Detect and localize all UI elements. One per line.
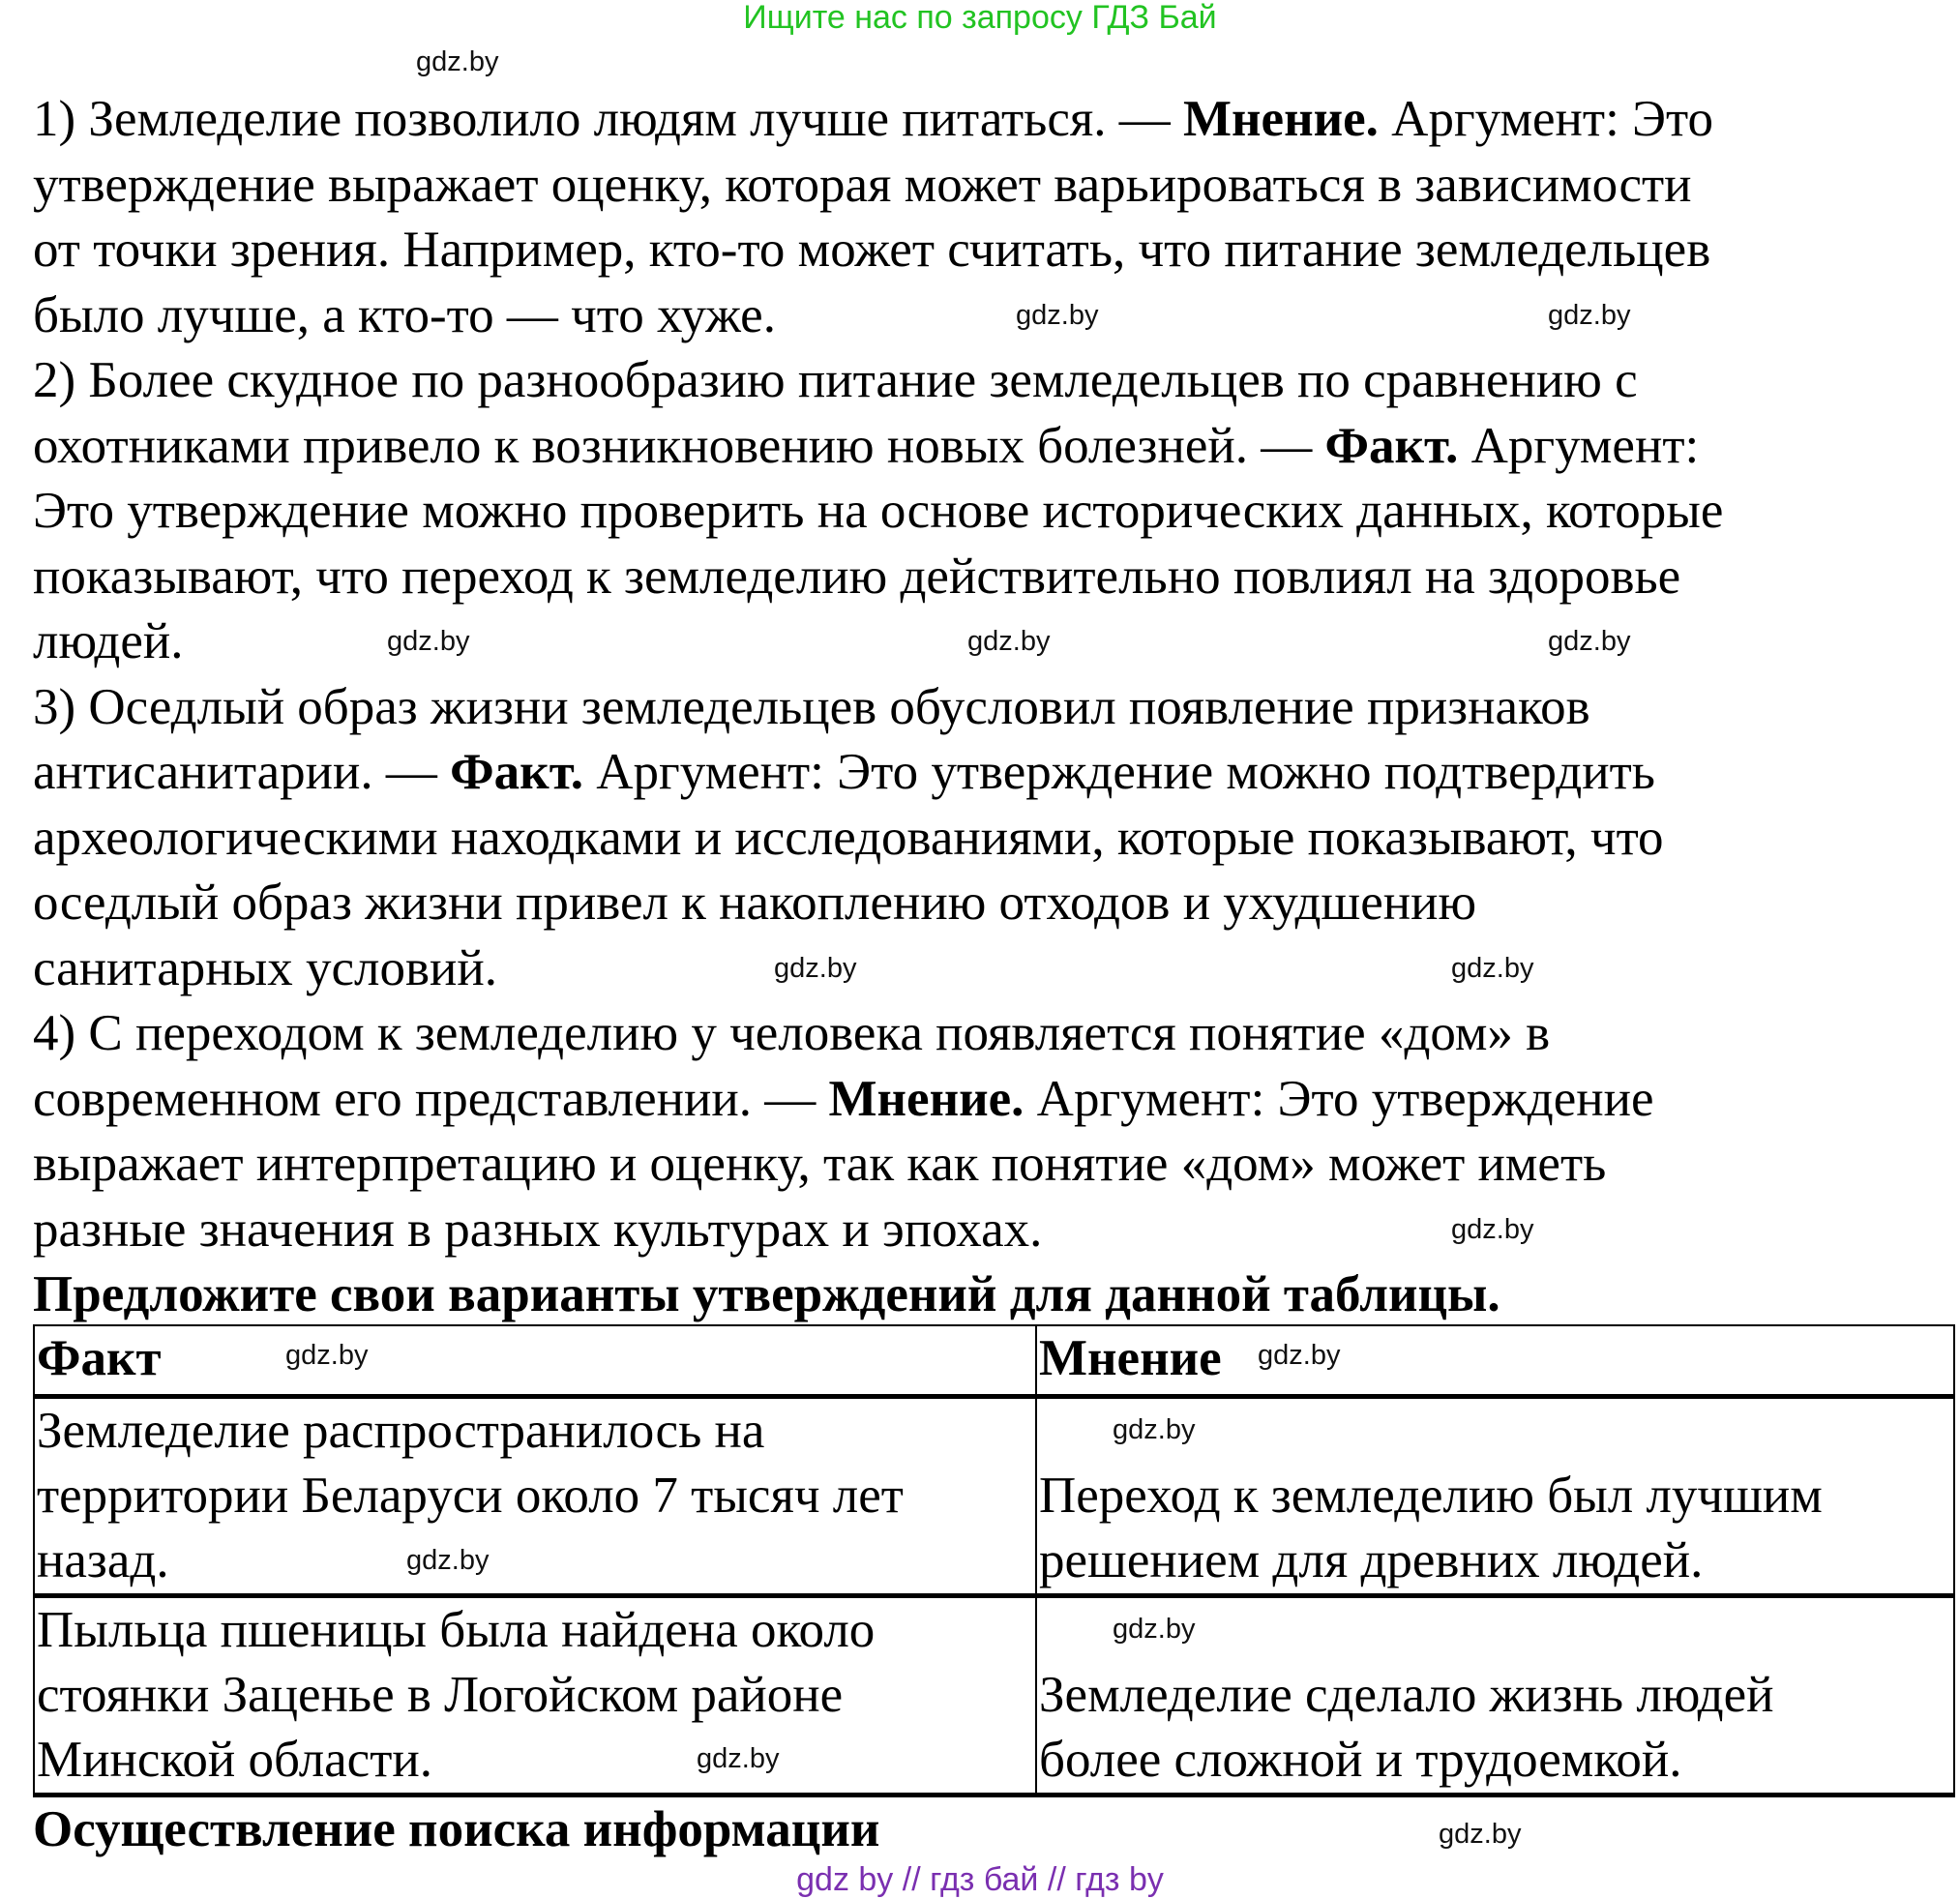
text-line <box>33 1004 1550 1062</box>
watermark-label: gdz.by <box>1451 1214 1534 1245</box>
watermark-label: gdz.by <box>1451 953 1534 984</box>
text-segment: 2) Более скудное по разнообразию питание земледельцев по сравнению с <box>33 352 1638 408</box>
watermark-label: gdz.by <box>1548 626 1631 657</box>
text-segment: 3) Оседлый образ жизни земледельцев обусловил появление признаков <box>33 678 1590 735</box>
text-line <box>33 939 497 997</box>
text-line <box>33 90 1713 148</box>
text-segment: антисанитарии. — <box>33 744 451 800</box>
table-row <box>34 1397 1954 1596</box>
watermark-label: gdz.by <box>285 1340 369 1371</box>
text-segment: Аргумент: <box>1458 417 1700 474</box>
table-row <box>34 1596 1954 1795</box>
footer-links: gdz by // гдз бай // гдз by <box>796 1861 1164 1898</box>
verdict-label: Факт. <box>450 744 584 800</box>
watermark-label: gdz.by <box>406 1545 490 1576</box>
cell-line: территории Беларуси около 7 тысяч лет <box>37 1468 904 1524</box>
search-banner: Ищите нас по запросу ГДЗ Бай <box>743 0 1217 36</box>
watermark-label: gdz.by <box>697 1743 780 1774</box>
text-segment: людей. <box>33 613 184 669</box>
verdict-label: Мнение. <box>828 1070 1025 1127</box>
fact-cell <box>34 1397 1036 1596</box>
cell-line: Земледелие распространилось на <box>37 1403 765 1459</box>
table-heading: Предложите свои варианты утверждений для данной таблицы. <box>33 1266 1500 1322</box>
fact-opinion-table <box>33 1324 1955 1797</box>
text-segment: было лучше, а кто-то — что хуже. <box>33 286 776 343</box>
text-line <box>33 221 1710 279</box>
cell-line: решением для древних людей. <box>1039 1532 1704 1588</box>
watermark-label: gdz.by <box>1258 1340 1341 1371</box>
text-segment: утверждение выражает оценку, которая может варьироваться в зависимости <box>33 156 1692 213</box>
watermark-label: gdz.by <box>1439 1819 1522 1850</box>
cell-line: Переход к земледелию был лучшим <box>1039 1468 1823 1524</box>
verdict-label: Факт. <box>1324 417 1459 474</box>
text-line <box>33 1070 1654 1128</box>
text-line <box>33 1135 1606 1193</box>
text-line <box>33 1201 1042 1259</box>
text-line <box>33 286 776 344</box>
text-line <box>33 156 1692 214</box>
text-segment: оседлый образ жизни привел к накоплению отходов и ухудшению <box>33 875 1477 931</box>
watermark-label: gdz.by <box>1548 300 1631 331</box>
cell-line: стоянки Заценье в Логойском районе <box>37 1667 844 1723</box>
watermark-label: gdz.by <box>387 626 470 657</box>
fact-cell <box>34 1596 1036 1795</box>
text-line <box>33 351 1638 409</box>
verdict-label: Мнение. <box>1182 91 1379 147</box>
text-segment: разные значения в разных культурах и эпохах. <box>33 1201 1043 1258</box>
text-segment: Аргумент: Это <box>1378 91 1714 147</box>
text-segment: санитарных условий. <box>33 939 497 996</box>
text-line <box>33 874 1476 932</box>
header-fact: Факт <box>34 1325 1036 1397</box>
text-segment: современном его представлении. — <box>33 1070 829 1127</box>
text-segment: показывают, что переход к земледелию действительно повлиял на здоровье <box>33 548 1681 605</box>
text-segment: от точки зрения. Например, кто-то может считать, что питание земледельцев <box>33 222 1711 278</box>
cell-line: Земледелие сделало жизнь людей <box>1039 1667 1774 1723</box>
text-line <box>33 548 1680 606</box>
cell-line: Пыльца пшеницы была найдена около <box>37 1602 876 1658</box>
cell-line: Минской области. <box>37 1732 432 1788</box>
watermark-label: gdz.by <box>967 626 1051 657</box>
header-opinion: Мнение <box>1036 1325 1954 1397</box>
text-segment: 1) Земледелие позволило людям лучше питаться. — <box>33 91 1183 147</box>
text-segment: охотниками привело к возникновению новых болезней. — <box>33 417 1325 474</box>
cell-line: назад. <box>37 1532 169 1588</box>
text-segment: Аргумент: Это утверждение <box>1024 1070 1654 1127</box>
watermark-label: gdz.by <box>1113 1414 1196 1445</box>
watermark-label: gdz.by <box>416 46 499 77</box>
text-line <box>33 417 1699 475</box>
cell-line: более сложной и трудоемкой. <box>1039 1732 1682 1788</box>
text-segment: выражает интерпретацию и оценку, так как понятие «дом» может иметь <box>33 1136 1607 1192</box>
text-segment: 4) С переходом к земледелию у человека появляется понятие «дом» в <box>33 1005 1551 1061</box>
section-heading: Осуществление поиска информации <box>33 1801 880 1857</box>
text-segment: Аргумент: Это утверждение можно подтвердить <box>583 744 1655 800</box>
watermark-label: gdz.by <box>1016 300 1099 331</box>
text-line <box>33 482 1723 540</box>
watermark-label: gdz.by <box>1113 1614 1196 1645</box>
text-line <box>33 678 1590 736</box>
text-segment: археологическими находками и исследованиями, которые показывают, что <box>33 809 1664 866</box>
text-line <box>33 612 183 670</box>
text-line <box>33 809 1664 867</box>
text-line <box>33 743 1655 801</box>
watermark-label: gdz.by <box>774 953 857 984</box>
text-segment: Это утверждение можно проверить на основе исторических данных, которые <box>33 483 1724 539</box>
